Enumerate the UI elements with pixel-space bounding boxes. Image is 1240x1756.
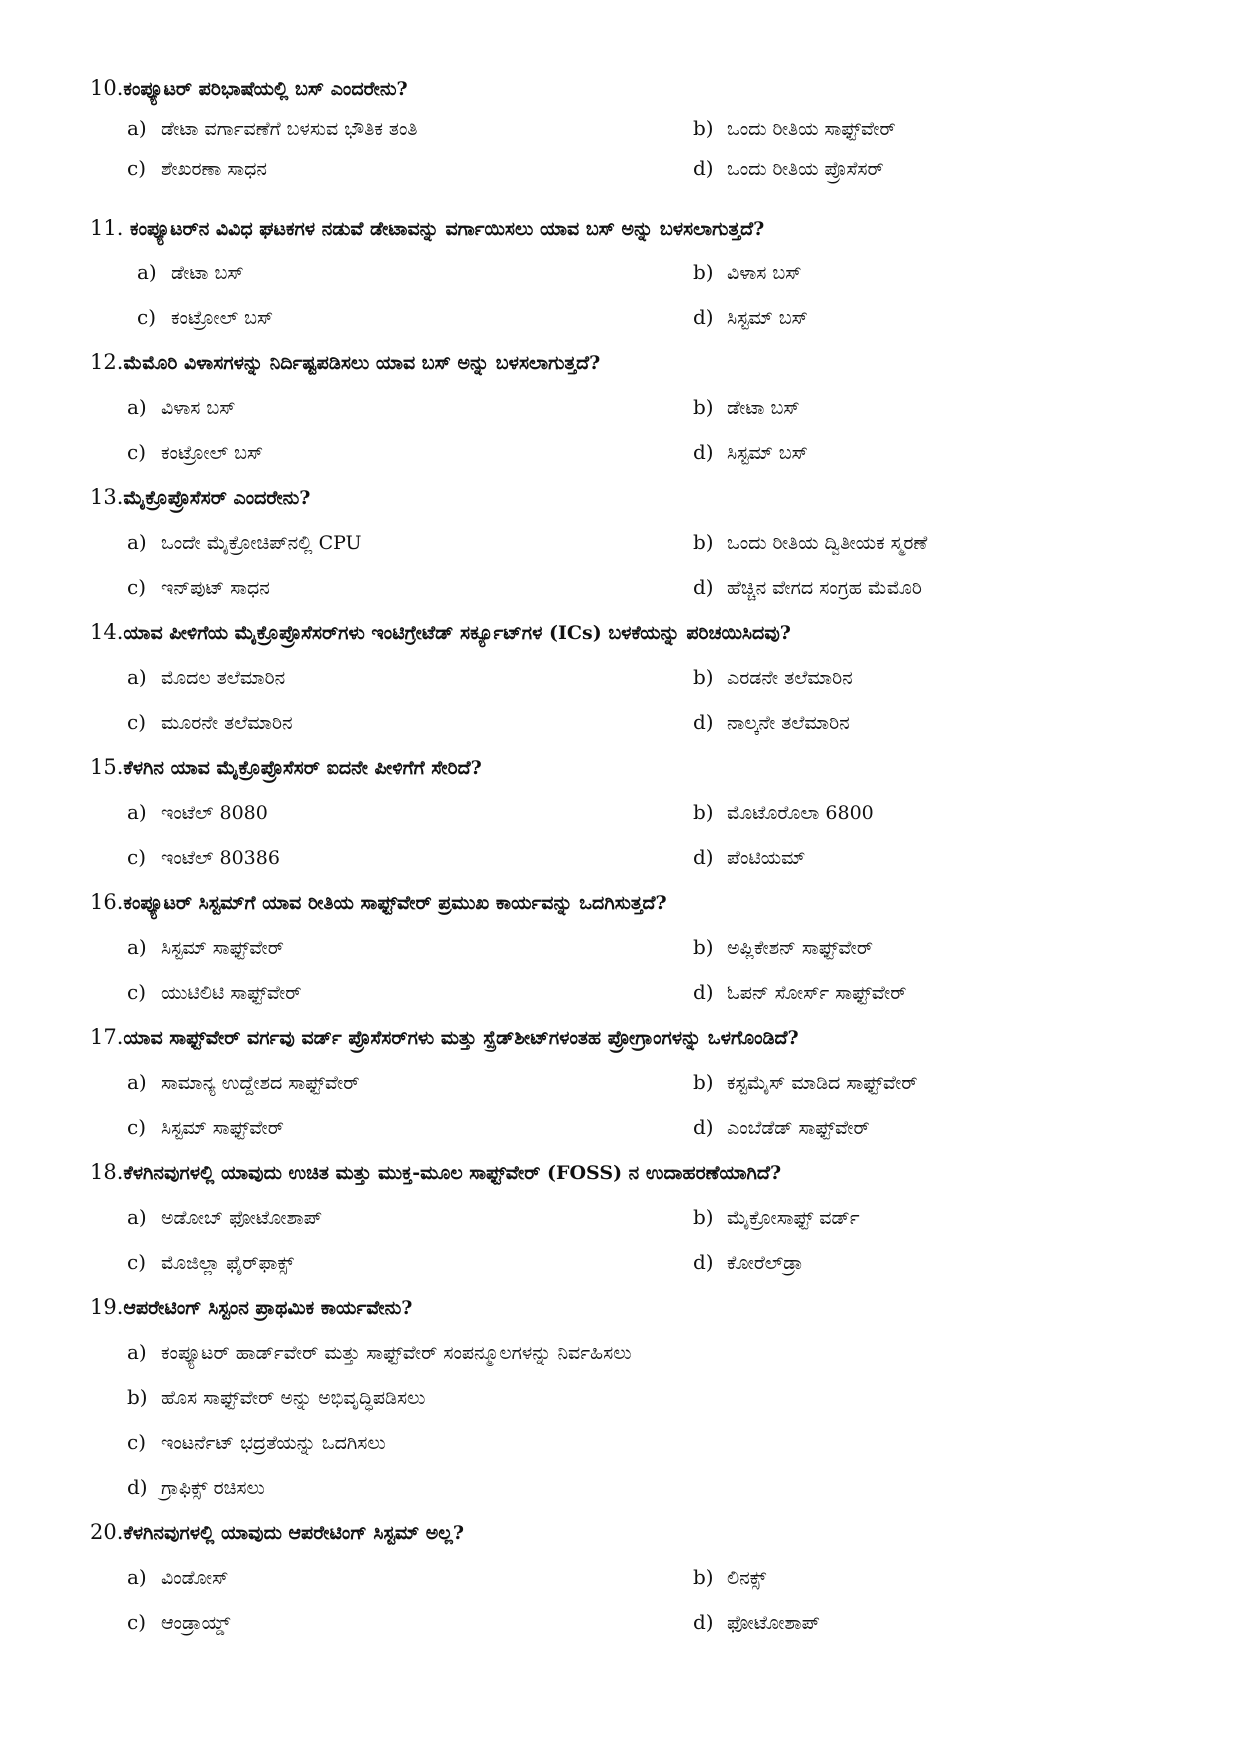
option-text: ಇಂಟೆಲ್ 80386 [161, 847, 280, 869]
option-c[interactable] [127, 153, 267, 184]
question-title [90, 1157, 1190, 1188]
option-label: b) [693, 260, 714, 284]
option-text: ಕಂಟ್ರೋಲ್ ಬಸ್ [171, 307, 274, 329]
option-c[interactable] [127, 1247, 294, 1278]
option-label: a) [127, 116, 147, 140]
option-d[interactable] [693, 437, 808, 468]
option-a[interactable] [127, 1562, 228, 1593]
question-text: ಮೆಮೊರಿ ವಿಳಾಸಗಳನ್ನು ನಿರ್ದಿಷ್ಟಪಡಿಸಲು ಯಾವ ಬಸ್ ಅನ್ನು ಬಳಸಲಾಗುತ್ತದೆ? [123, 352, 601, 374]
option-text: ಪೆಂಟಿಯಮ್ [727, 847, 806, 869]
question-text: ಕಂಪ್ಯೂಟರ್ ಪರಿಭಾಷೆಯಲ್ಲಿ ಬಸ್ ಎಂದರೇನು? [123, 78, 408, 100]
option-text: ವಿಂಡೋಸ್ [161, 1567, 229, 1589]
option-label: a) [127, 800, 147, 824]
option-b[interactable] [693, 1562, 766, 1593]
option-b[interactable] [693, 662, 853, 693]
option-d[interactable] [693, 1247, 803, 1278]
option-label: a) [127, 395, 147, 419]
option-label: b) [127, 1385, 148, 1409]
question-title [90, 347, 1190, 378]
question-number: 10. [90, 76, 124, 100]
question-text: ಆಪರೇಟಿಂಗ್ ಸಿಸ್ಟಂನ ಪ್ರಾಥಮಿಕ ಕಾರ್ಯವೇನು? [123, 1297, 413, 1319]
option-label: c) [127, 156, 147, 180]
option-label: c) [127, 440, 147, 464]
option-a[interactable] [127, 797, 268, 828]
option-text: ಸಿಸ್ಟಮ್ ಬಸ್ [727, 307, 808, 329]
option-text: ಕೋರೆಲ್‌ಡ್ರಾ [727, 1252, 803, 1274]
option-a[interactable] [127, 932, 284, 963]
option-a[interactable] [127, 392, 236, 423]
option-text: ಎರಡನೇ ತಲೆಮಾರಿನ [727, 667, 853, 689]
option-label: d) [693, 1250, 714, 1274]
question-number: 11. [90, 216, 124, 240]
question-number: 13. [90, 485, 124, 509]
option-a[interactable] [127, 662, 285, 693]
question-number: 19. [90, 1295, 124, 1319]
option-label: d) [693, 1115, 714, 1139]
option-c[interactable] [127, 707, 293, 738]
option-text: ಗ್ರಾಫಿಕ್ಸ್ ರಚಿಸಲು [161, 1477, 265, 1499]
option-text: ಮೈಕ್ರೋಸಾಫ್ಟ್ ವರ್ಡ್ [727, 1207, 860, 1229]
option-b[interactable] [693, 932, 873, 963]
option-text: ಯುಟಿಲಿಟಿ ಸಾಫ್ಟ್‌ವೇರ್ [161, 982, 302, 1004]
option-text: ಎಂಬೆಡೆಡ್ ಸಾಫ್ಟ್‌ವೇರ್ [727, 1117, 870, 1139]
option-text: ಇನ್‌ಪುಟ್ ಸಾಧನ [161, 577, 270, 599]
question-text: ಕೆಳಗಿನ ಯಾವ ಮೈಕ್ರೊಪ್ರೊಸೆಸರ್ ಐದನೇ ಪೀಳಿಗೆಗೆ ಸೇರಿದೆ? [123, 757, 482, 779]
option-text: ಫೋಟೋಶಾಪ್ [727, 1612, 820, 1634]
option-c[interactable] [127, 1427, 386, 1458]
option-text: ಶೇಖರಣಾ ಸಾಧನ [161, 158, 267, 180]
option-label: d) [693, 440, 714, 464]
option-text: ಅಡೋಬ್ ಫೋಟೋಶಾಪ್ [161, 1207, 323, 1229]
option-label: d) [693, 156, 714, 180]
option-text: ಒಂದು ರೀತಿಯ ಪ್ರೊಸೆಸರ್ [727, 158, 884, 180]
option-text: ಕಂಟ್ರೋಲ್ ಬಸ್ [161, 442, 264, 464]
question-title [90, 1022, 1190, 1053]
option-c[interactable] [127, 1607, 230, 1638]
option-a[interactable] [127, 113, 417, 144]
question-title [90, 482, 1190, 513]
question-title [90, 1517, 1190, 1548]
option-c[interactable] [127, 977, 301, 1008]
question-text: ಮೈಕ್ರೊಪ್ರೊಸೆಸರ್ ಎಂದರೇನು? [123, 487, 311, 509]
option-c[interactable] [127, 437, 263, 468]
option-label: c) [137, 305, 157, 329]
option-d[interactable] [127, 1472, 265, 1503]
option-d[interactable] [693, 1607, 820, 1638]
option-label: a) [127, 1205, 147, 1229]
option-label: a) [127, 1070, 147, 1094]
option-text: ಡೇಟಾ ವರ್ಗಾವಣೆಗೆ ಬಳಸುವ ಭೌತಿಕ ತಂತಿ [161, 118, 418, 140]
option-c[interactable] [127, 1112, 284, 1143]
option-text: ಸಾಮಾನ್ಯ ಉದ್ದೇಶದ ಸಾಫ್ಟ್‌ವೇರ್ [161, 1072, 360, 1094]
question-number: 17. [90, 1025, 124, 1049]
option-text: ಹೆಚ್ಚಿನ ವೇಗದ ಸಂಗ್ರಹ ಮೆಮೊರಿ [727, 577, 922, 599]
question-title [90, 752, 1190, 783]
question-text: ಕೆಳಗಿನವುಗಳಲ್ಲಿ ಯಾವುದು ಆಪರೇಟಿಂಗ್ ಸಿಸ್ಟಮ್ ಅಲ್ಲ? [123, 1522, 465, 1544]
option-label: c) [127, 710, 147, 734]
question-number: 18. [90, 1160, 124, 1184]
option-label: b) [693, 1205, 714, 1229]
option-label: c) [127, 1250, 147, 1274]
option-text: ಡೇಟಾ ಬಸ್ [727, 397, 800, 419]
question-title [90, 887, 1190, 918]
option-b[interactable] [693, 527, 927, 558]
option-d[interactable] [693, 153, 884, 184]
option-b[interactable] [693, 257, 802, 288]
option-b[interactable] [693, 113, 896, 144]
option-label: a) [137, 260, 157, 284]
option-text: ಮೊಟೊರೊಲಾ 6800 [727, 802, 874, 824]
question-number: 16. [90, 890, 124, 914]
option-label: a) [127, 1565, 147, 1589]
option-b[interactable] [693, 797, 874, 828]
option-text: ಆಂಡ್ರಾಯ್ಡ್ [161, 1612, 231, 1634]
option-text: ಸಿಸ್ಟಮ್ ಬಸ್ [727, 442, 808, 464]
option-label: d) [127, 1475, 148, 1499]
option-b[interactable] [127, 1382, 425, 1413]
question-text: ಕೆಳಗಿನವುಗಳಲ್ಲಿ ಯಾವುದು ಉಚಿತ ಮತ್ತು ಮುಕ್ತ-ಮೂಲ ಸಾಫ್ಟ್‌ವೇರ್ (FOSS) ನ ಉದಾಹರಣೆಯಾಗಿದೆ? [123, 1162, 782, 1184]
option-label: c) [127, 1430, 147, 1454]
option-label: d) [693, 1610, 714, 1634]
option-label: c) [127, 1610, 147, 1634]
option-a[interactable] [127, 1067, 360, 1098]
question-number: 12. [90, 350, 124, 374]
option-b[interactable] [693, 392, 800, 423]
option-label: c) [127, 980, 147, 1004]
option-text: ವಿಳಾಸ ಬಸ್ [727, 262, 802, 284]
option-c[interactable] [127, 572, 270, 603]
option-a[interactable] [127, 1202, 322, 1233]
option-text: ಒಂದು ರೀತಿಯ ದ್ವಿತೀಯಕ ಸ್ಮರಣೆ [727, 532, 928, 554]
option-text: ಹೊಸ ಸಾಫ್ಟ್‌ವೇರ್ ಅನ್ನು ಅಭಿವೃದ್ಧಿಪಡಿಸಲು [161, 1387, 426, 1409]
option-b[interactable] [693, 1202, 860, 1233]
question-number: 15. [90, 755, 124, 779]
option-label: d) [693, 980, 714, 1004]
option-label: c) [127, 845, 147, 869]
option-d[interactable] [693, 842, 805, 873]
question-text: ಕಂಪ್ಯೂಟರ್‌ನ ವಿವಿಧ ಘಟಕಗಳ ನಡುವೆ ಡೇಟಾವನ್ನು ವರ್ಗಾಯಿಸಲು ಯಾವ ಬಸ್ ಅನ್ನು ಬಳಸಲಾಗುತ್ತದೆ? [130, 218, 765, 240]
option-d[interactable] [693, 707, 850, 738]
option-c[interactable] [127, 842, 280, 873]
option-label: b) [693, 935, 714, 959]
option-text: ಇಂಟೆಲ್ 8080 [161, 802, 268, 824]
option-text: ಡೇಟಾ ಬಸ್ [171, 262, 244, 284]
option-text: ಓಪನ್ ಸೋರ್ಸ್ ಸಾಫ್ಟ್‌ವೇರ್ [727, 982, 907, 1004]
option-d[interactable] [693, 1112, 870, 1143]
option-label: c) [127, 575, 147, 599]
option-text: ಇಂಟರ್ನೆಟ್ ಭದ್ರತೆಯನ್ನು ಒದಗಿಸಲು [161, 1432, 386, 1454]
option-text: ಅಪ್ಲಿಕೇಶನ್ ಸಾಫ್ಟ್‌ವೇರ್ [727, 937, 874, 959]
option-label: d) [693, 845, 714, 869]
question-text: ಕಂಪ್ಯೂಟರ್ ಸಿಸ್ಟಮ್‌ಗೆ ಯಾವ ರೀತಿಯ ಸಾಫ್ಟ್‌ವೇರ್ ಪ್ರಮುಖ ಕಾರ್ಯವನ್ನು ಒದಗಿಸುತ್ತದೆ? [123, 892, 667, 914]
question-number: 20. [90, 1520, 124, 1544]
option-label: a) [127, 665, 147, 689]
option-c[interactable] [137, 302, 273, 333]
option-label: a) [127, 1340, 147, 1364]
option-text: ನಾಲ್ಕನೇ ತಲೆಮಾರಿನ [727, 712, 850, 734]
option-label: b) [693, 1070, 714, 1094]
question-title [90, 617, 1190, 648]
option-label: b) [693, 530, 714, 554]
question-title [90, 213, 1190, 244]
option-text: ಒಂದೇ ಮೈಕ್ರೋಚಿಪ್‌ನಲ್ಲಿ CPU [161, 532, 362, 554]
option-label: d) [693, 575, 714, 599]
question-title [90, 1292, 1190, 1323]
option-label: d) [693, 710, 714, 734]
option-text: ಒಂದು ರೀತಿಯ ಸಾಫ್ಟ್‌ವೇರ್ [727, 118, 896, 140]
option-a[interactable] [127, 527, 362, 558]
option-label: b) [693, 1565, 714, 1589]
option-label: b) [693, 116, 714, 140]
option-text: ಕಂಪ್ಯೂಟರ್ ಹಾರ್ಡ್‌ವೇರ್ ಮತ್ತು ಸಾಫ್ಟ್‌ವೇರ್ ಸಂಪನ್ಮೂಲಗಳನ್ನು ನಿರ್ವಹಿಸಲು [161, 1342, 632, 1364]
option-text: ಮೊದಲ ತಲೆಮಾರಿನ [161, 667, 286, 689]
option-label: b) [693, 665, 714, 689]
option-text: ಸಿಸ್ಟಮ್ ಸಾಫ್ಟ್‌ವೇರ್ [161, 937, 284, 959]
option-label: a) [127, 935, 147, 959]
question-text: ಯಾವ ಸಾಫ್ಟ್‌ವೇರ್ ವರ್ಗವು ವರ್ಡ್ ಪ್ರೊಸೆಸರ್‌ಗಳು ಮತ್ತು ಸ್ಪ್ರೆಡ್‌ಶೀಟ್‌ಗಳಂತಹ ಪ್ರೋಗ್ರಾಂಗಳನ್ನು ಒಳಗೊಂಡಿದೆ? [123, 1027, 799, 1049]
option-text: ಸಿಸ್ಟಮ್ ಸಾಫ್ಟ್‌ವೇರ್ [161, 1117, 284, 1139]
option-a[interactable] [127, 1337, 632, 1368]
option-label: a) [127, 530, 147, 554]
option-b[interactable] [693, 1067, 918, 1098]
question-number: 14. [90, 620, 124, 644]
option-d[interactable] [693, 977, 906, 1008]
option-text: ಮೂರನೇ ತಲೆಮಾರಿನ [161, 712, 293, 734]
option-text: ಮೊಜಿಲ್ಲಾ ಫೈರ್‌ಫಾಕ್ಸ್ [161, 1252, 294, 1274]
option-d[interactable] [693, 302, 808, 333]
option-label: b) [693, 800, 714, 824]
option-d[interactable] [693, 572, 922, 603]
option-text: ವಿಳಾಸ ಬಸ್ [161, 397, 236, 419]
option-a[interactable] [137, 257, 244, 288]
option-text: ಲಿನಕ್ಸ್ [727, 1567, 767, 1589]
question-title [90, 73, 1190, 104]
option-label: c) [127, 1115, 147, 1139]
question-text: ಯಾವ ಪೀಳಿಗೆಯ ಮೈಕ್ರೊಪ್ರೊಸೆಸರ್‌ಗಳು ಇಂಟಿಗ್ರೇಟೆಡ್ ಸರ್ಕ್ಯೂಟ್‌ಗಳ (ICs) ಬಳಕೆಯನ್ನು ಪರಿಚಯಿಸಿದವು? [123, 622, 791, 644]
option-text: ಕಸ್ಟಮೈಸ್ ಮಾಡಿದ ಸಾಫ್ಟ್‌ವೇರ್ [727, 1072, 918, 1094]
option-label: d) [693, 305, 714, 329]
option-label: b) [693, 395, 714, 419]
